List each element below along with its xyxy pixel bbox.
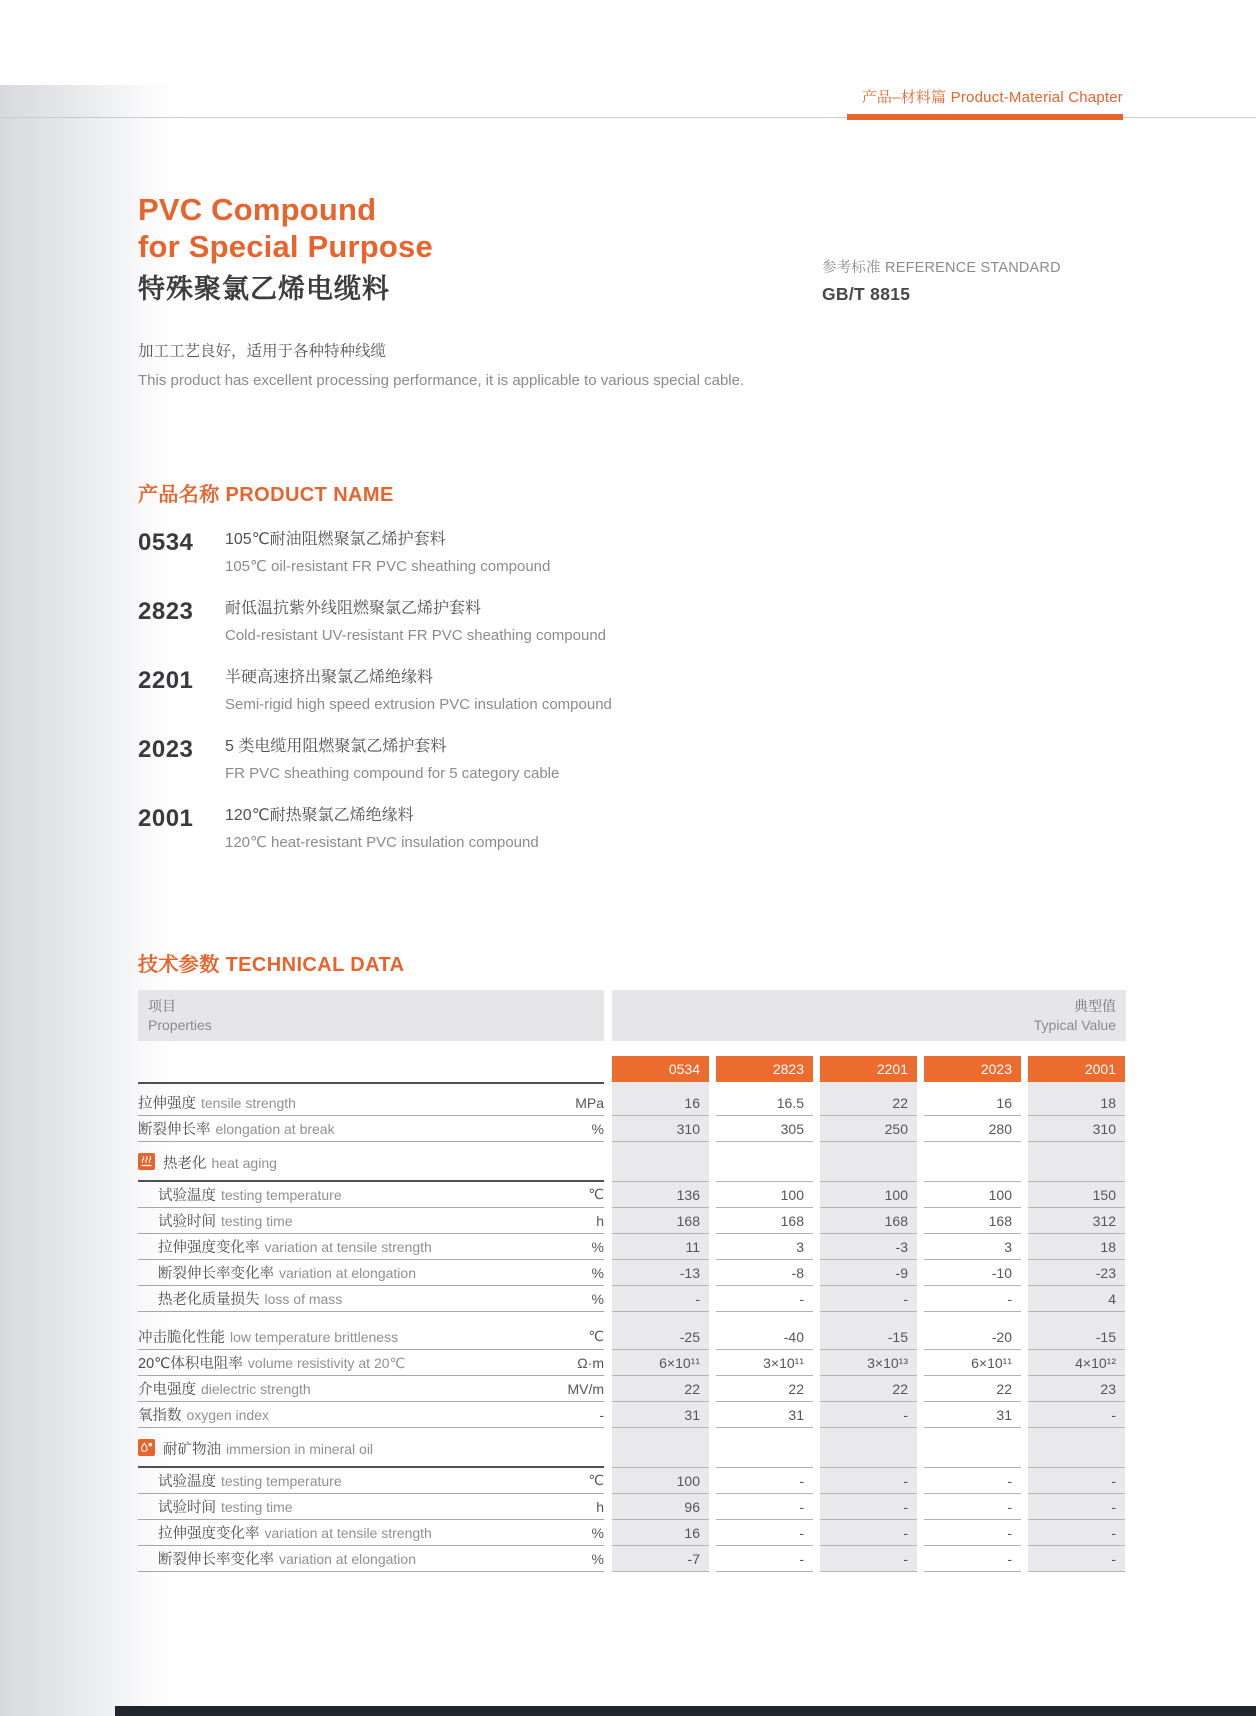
- value-cell: -20: [924, 1324, 1021, 1350]
- value-cell: -: [820, 1286, 917, 1312]
- value-cell: 16: [612, 1090, 709, 1116]
- page-title-en-line2: for Special Purpose: [138, 229, 433, 264]
- value-cell: 3×10¹¹: [716, 1350, 813, 1376]
- product-names: [225, 806, 539, 852]
- row-gap: [604, 1402, 612, 1428]
- row-label: [138, 1548, 542, 1569]
- product-name-zh: 105℃耐油阻燃聚氯乙烯护套料: [225, 531, 446, 548]
- value-cell: 3: [716, 1234, 813, 1260]
- value-cell: 31: [924, 1402, 1021, 1428]
- typical-value-header-zh: 典型值: [1074, 998, 1116, 1014]
- row-label-unit: [138, 1208, 604, 1234]
- typical-value-header-cell: [612, 990, 1126, 1041]
- value-cell: -: [924, 1546, 1021, 1572]
- row-label-unit: [138, 1182, 604, 1208]
- row-label-zh: 断裂伸长率变化率: [158, 1266, 274, 1282]
- product-name-en: 105℃ oil-resistant FR PVC sheathing compound: [225, 558, 551, 575]
- row-label: [138, 1326, 542, 1347]
- row-label-unit: [138, 1324, 604, 1350]
- value-cell: -: [820, 1494, 917, 1520]
- product-item: [138, 737, 898, 783]
- row-label: [138, 1437, 604, 1459]
- row-label: [138, 1118, 542, 1139]
- row-label-en: heat aging: [211, 1155, 277, 1171]
- product-name-en: FR PVC sheathing compound for 5 category cable: [225, 765, 560, 782]
- value-cell: 6×10¹¹: [924, 1350, 1021, 1376]
- product-code: 2023: [138, 736, 194, 763]
- table-row: [138, 1468, 1126, 1494]
- row-unit: %: [591, 1524, 604, 1541]
- row-label: [138, 1236, 542, 1257]
- oil-icon: [138, 1439, 155, 1456]
- row-label-zh: 热老化质量损失: [158, 1292, 260, 1308]
- value-cell: 280: [924, 1116, 1021, 1142]
- row-label-zh: 试验温度: [158, 1188, 216, 1204]
- row-label-zh: 拉伸强度: [138, 1096, 196, 1112]
- value-cell: 150: [1028, 1182, 1125, 1208]
- row-label-unit: [138, 1546, 604, 1572]
- value-cell: -: [924, 1494, 1021, 1520]
- value-cell: 310: [612, 1116, 709, 1142]
- row-label-zh: 试验时间: [158, 1500, 216, 1516]
- row-label-en: testing temperature: [221, 1473, 342, 1489]
- row-label-unit: [138, 1090, 604, 1116]
- value-cell: 250: [820, 1116, 917, 1142]
- row-label-en: dielectric strength: [201, 1381, 311, 1397]
- row-label-zh: 断裂伸长率变化率: [158, 1552, 274, 1568]
- value-cell: 22: [820, 1376, 917, 1402]
- reference-standard: [822, 256, 1061, 305]
- row-label-en: testing time: [221, 1213, 293, 1229]
- row-label-en: volume resistivity at 20℃: [247, 1355, 406, 1371]
- row-label-unit: [138, 1428, 604, 1468]
- product-description-zh: 加工工艺良好，适用于各种特种线缆: [138, 343, 387, 360]
- row-gap: [604, 1468, 612, 1494]
- value-cell: 18: [1028, 1090, 1125, 1116]
- table-header: [138, 990, 1126, 1041]
- row-label-zh: 耐矿物油: [163, 1442, 221, 1458]
- value-cell: -: [612, 1286, 709, 1312]
- value-cell: [716, 1428, 813, 1468]
- row-unit: %: [591, 1264, 604, 1281]
- value-cell: [612, 1142, 709, 1182]
- value-cell: -: [924, 1286, 1021, 1312]
- grade-column-header-row: [612, 1056, 1126, 1082]
- value-cell: -: [924, 1520, 1021, 1546]
- value-cell: 22: [924, 1376, 1021, 1402]
- technical-data-table: [138, 990, 1126, 1572]
- table-row: [138, 1520, 1126, 1546]
- row-gap: [604, 1494, 612, 1520]
- row-label: [138, 1092, 542, 1113]
- product-code: 0534: [138, 529, 194, 556]
- table-row: [138, 1286, 1126, 1312]
- value-cell: 31: [612, 1402, 709, 1428]
- row-unit: Ω·m: [577, 1354, 604, 1371]
- value-cell: [820, 1428, 917, 1468]
- value-cell: 23: [1028, 1376, 1125, 1402]
- table-row: [138, 1260, 1126, 1286]
- row-label-unit: [138, 1402, 604, 1428]
- row-label: [138, 1378, 542, 1399]
- row-label-zh: 拉伸强度变化率: [158, 1526, 260, 1542]
- row-gap: [604, 1376, 612, 1402]
- row-label-unit: [138, 1350, 604, 1376]
- heat-icon: [138, 1153, 155, 1170]
- product-names: [225, 530, 550, 576]
- row-label-en: variation at elongation: [279, 1551, 416, 1567]
- product-name-zh: 耐低温抗紫外线阻燃聚氯乙烯护套料: [225, 600, 482, 617]
- row-label-en: testing time: [221, 1499, 293, 1515]
- row-label-unit: [138, 1142, 604, 1182]
- value-cell: -: [820, 1402, 917, 1428]
- value-cell: 22: [612, 1376, 709, 1402]
- grade-column-header: 2201: [820, 1056, 917, 1082]
- value-cell: -: [1028, 1520, 1125, 1546]
- row-unit: %: [591, 1290, 604, 1307]
- row-label-unit: [138, 1520, 604, 1546]
- table-row: [138, 1376, 1126, 1402]
- row-label-en: testing temperature: [221, 1187, 342, 1203]
- value-cell: 100: [820, 1182, 917, 1208]
- value-cell: [716, 1142, 813, 1182]
- product-name-en: Semi-rigid high speed extrusion PVC insulation compound: [225, 696, 612, 713]
- product-list: [138, 530, 898, 875]
- row-gap: [604, 1182, 612, 1208]
- value-cell: 312: [1028, 1208, 1125, 1234]
- value-cell: -7: [612, 1546, 709, 1572]
- value-cell: 16: [612, 1520, 709, 1546]
- page-title-en-line1: PVC Compound: [138, 192, 377, 227]
- value-cell: 3: [924, 1234, 1021, 1260]
- value-cell: -: [716, 1468, 813, 1494]
- technical-data-heading: 技术参数 TECHNICAL DATA: [138, 954, 405, 976]
- row-label-zh: 热老化: [163, 1156, 207, 1172]
- row-label-en: oxygen index: [186, 1407, 270, 1423]
- value-cell: [924, 1428, 1021, 1468]
- row-label-zh: 介电强度: [138, 1382, 196, 1398]
- row-label-unit: [138, 1376, 604, 1402]
- row-label-en: loss of mass: [264, 1291, 343, 1307]
- grade-column-header: 2001: [1028, 1056, 1125, 1082]
- row-gap: [604, 1520, 612, 1546]
- row-unit: ℃: [588, 1472, 604, 1488]
- value-cell: -9: [820, 1260, 917, 1286]
- row-label: [138, 1470, 542, 1491]
- value-cell: -8: [716, 1260, 813, 1286]
- value-cell: 6×10¹¹: [612, 1350, 709, 1376]
- product-item: [138, 599, 898, 645]
- value-cell: 100: [612, 1468, 709, 1494]
- table-row: [138, 1234, 1126, 1260]
- product-item: [138, 668, 898, 714]
- grade-column-header: 0534: [612, 1056, 709, 1082]
- properties-header-zh: 项目: [148, 998, 176, 1014]
- value-cell: -23: [1028, 1260, 1125, 1286]
- product-item: [138, 806, 898, 852]
- value-cell: -15: [1028, 1324, 1125, 1350]
- row-unit: MV/m: [567, 1380, 604, 1397]
- header-rule-accent: [847, 114, 1123, 120]
- product-name-zh: 120℃耐热聚氯乙烯绝缘料: [225, 807, 414, 824]
- value-cell: -: [716, 1494, 813, 1520]
- row-gap: [604, 1142, 612, 1182]
- row-gap: [604, 1286, 612, 1312]
- row-gap: [604, 1350, 612, 1376]
- value-cell: 16: [924, 1090, 1021, 1116]
- product-name-heading: 产品名称 PRODUCT NAME: [138, 484, 394, 506]
- row-unit: -: [599, 1406, 604, 1423]
- value-cell: [1028, 1142, 1125, 1182]
- chapter-header: 产品–材料篇 Product-Material Chapter: [861, 89, 1123, 106]
- table-row: [138, 1428, 1126, 1468]
- row-label-en: elongation at break: [215, 1121, 335, 1137]
- product-description-en: This product has excellent processing performance, it is applicable to various special cable.: [138, 372, 745, 389]
- row-unit: h: [596, 1498, 604, 1515]
- grade-column-header: 2823: [716, 1056, 813, 1082]
- value-cell: 100: [924, 1182, 1021, 1208]
- product-code: 2823: [138, 598, 194, 625]
- page-title: [138, 191, 433, 305]
- row-gap: [604, 1116, 612, 1142]
- value-cell: -: [716, 1286, 813, 1312]
- value-cell: 168: [924, 1208, 1021, 1234]
- value-cell: 4×10¹²: [1028, 1350, 1125, 1376]
- value-cell: 18: [1028, 1234, 1125, 1260]
- row-gap: [604, 1090, 612, 1116]
- row-label: [138, 1210, 542, 1231]
- table-header-gap: [604, 990, 612, 1041]
- row-label: [138, 1496, 542, 1517]
- row-unit: %: [591, 1238, 604, 1255]
- value-cell: -: [1028, 1494, 1125, 1520]
- table-row: [138, 1116, 1126, 1142]
- row-unit: ℃: [588, 1328, 604, 1344]
- row-label-zh: 20℃体积电阻率: [138, 1356, 243, 1372]
- value-cell: -25: [612, 1324, 709, 1350]
- row-label-zh: 冲击脆化性能: [138, 1330, 225, 1346]
- page-bottom-bar: [115, 1706, 1256, 1716]
- value-cell: 168: [716, 1208, 813, 1234]
- page-title-zh: 特殊聚氯乙烯电缆料: [138, 274, 390, 304]
- reference-standard-label: 参考标准 REFERENCE STANDARD: [822, 260, 1061, 276]
- value-cell: -3: [820, 1234, 917, 1260]
- product-name-zh: 半硬高速挤出聚氯乙烯绝缘料: [225, 669, 434, 686]
- value-cell: 22: [716, 1376, 813, 1402]
- row-gap: [604, 1324, 612, 1350]
- value-cell: -15: [820, 1324, 917, 1350]
- value-cell: -: [1028, 1402, 1125, 1428]
- product-code: 2201: [138, 667, 194, 694]
- row-label: [138, 1404, 542, 1425]
- grade-column-header: 2023: [924, 1056, 1021, 1082]
- row-label-zh: 断裂伸长率: [138, 1122, 211, 1138]
- value-cell: 168: [820, 1208, 917, 1234]
- value-cell: 3×10¹³: [820, 1350, 917, 1376]
- reference-standard-value: GB/T 8815: [822, 284, 911, 304]
- value-cell: 136: [612, 1182, 709, 1208]
- properties-header-en: Properties: [148, 1017, 212, 1033]
- table-row: [138, 1324, 1126, 1350]
- table-row: [138, 1494, 1126, 1520]
- row-gap: [604, 1208, 612, 1234]
- row-label-en: low temperature brittleness: [230, 1329, 399, 1345]
- row-label-unit: [138, 1286, 604, 1312]
- row-label: [138, 1352, 542, 1373]
- row-label: [138, 1288, 542, 1309]
- table-row: [138, 1402, 1126, 1428]
- row-label-en: immersion in mineral oil: [226, 1441, 374, 1457]
- value-cell: 4: [1028, 1286, 1125, 1312]
- value-cell: 16.5: [716, 1090, 813, 1116]
- value-cell: 310: [1028, 1116, 1125, 1142]
- value-cell: 96: [612, 1494, 709, 1520]
- value-cell: 168: [612, 1208, 709, 1234]
- table-row: [138, 1142, 1126, 1182]
- row-label: [138, 1262, 542, 1283]
- table-body: [138, 1082, 1126, 1572]
- value-cell: 11: [612, 1234, 709, 1260]
- product-name-en: 120℃ heat-resistant PVC insulation compound: [225, 834, 539, 851]
- value-cell: [1028, 1428, 1125, 1468]
- value-cell: -: [716, 1520, 813, 1546]
- row-label-unit: [138, 1494, 604, 1520]
- value-cell: 22: [820, 1090, 917, 1116]
- value-cell: -: [820, 1468, 917, 1494]
- table-row: [138, 1350, 1126, 1376]
- table-row: [138, 1082, 1126, 1116]
- value-cell: -40: [716, 1324, 813, 1350]
- row-label-unit: [138, 1260, 604, 1286]
- value-cell: -: [820, 1546, 917, 1572]
- row-unit: ℃: [588, 1186, 604, 1202]
- row-label-en: variation at elongation: [279, 1265, 416, 1281]
- row-gap: [604, 1428, 612, 1468]
- row-label: [138, 1151, 604, 1173]
- table-row: [138, 1208, 1126, 1234]
- value-cell: [612, 1428, 709, 1468]
- value-cell: 305: [716, 1116, 813, 1142]
- value-cell: [924, 1142, 1021, 1182]
- row-label-unit: [138, 1468, 604, 1494]
- row-label-zh: 试验时间: [158, 1214, 216, 1230]
- row-label-unit: [138, 1116, 604, 1142]
- value-cell: 31: [716, 1402, 813, 1428]
- product-description: [138, 339, 744, 389]
- product-code: 2001: [138, 805, 194, 832]
- value-cell: -10: [924, 1260, 1021, 1286]
- product-item: [138, 530, 898, 576]
- value-cell: -: [1028, 1546, 1125, 1572]
- row-label-zh: 拉伸强度变化率: [158, 1240, 260, 1256]
- row-label-zh: 氧指数: [138, 1408, 182, 1424]
- table-row: [138, 1546, 1126, 1572]
- row-unit: %: [591, 1550, 604, 1567]
- row-label-en: variation at tensile strength: [264, 1525, 432, 1541]
- row-unit: h: [596, 1212, 604, 1229]
- product-names: [225, 668, 612, 714]
- table-row: [138, 1182, 1126, 1208]
- row-label-en: variation at tensile strength: [264, 1239, 432, 1255]
- row-unit: %: [591, 1120, 604, 1137]
- row-gap: [604, 1546, 612, 1572]
- product-name-zh: 5 类电缆用阻燃聚氯乙烯护套料: [225, 738, 447, 755]
- row-label: [138, 1522, 542, 1543]
- value-cell: -: [820, 1520, 917, 1546]
- value-cell: -: [924, 1468, 1021, 1494]
- typical-value-header-en: Typical Value: [1033, 1017, 1116, 1033]
- product-name-en: Cold-resistant UV-resistant FR PVC sheathing compound: [225, 627, 607, 644]
- row-label-en: tensile strength: [201, 1095, 296, 1111]
- value-cell: -13: [612, 1260, 709, 1286]
- row-label-zh: 试验温度: [158, 1474, 216, 1490]
- product-names: [225, 737, 559, 783]
- value-cell: -: [716, 1546, 813, 1572]
- row-gap: [604, 1234, 612, 1260]
- row-label-unit: [138, 1234, 604, 1260]
- row-unit: MPa: [575, 1094, 604, 1111]
- properties-header-cell: [138, 990, 604, 1041]
- value-cell: [820, 1142, 917, 1182]
- row-gap: [604, 1260, 612, 1286]
- value-cell: -: [1028, 1468, 1125, 1494]
- product-names: [225, 599, 606, 645]
- row-label: [138, 1184, 542, 1205]
- value-cell: 100: [716, 1182, 813, 1208]
